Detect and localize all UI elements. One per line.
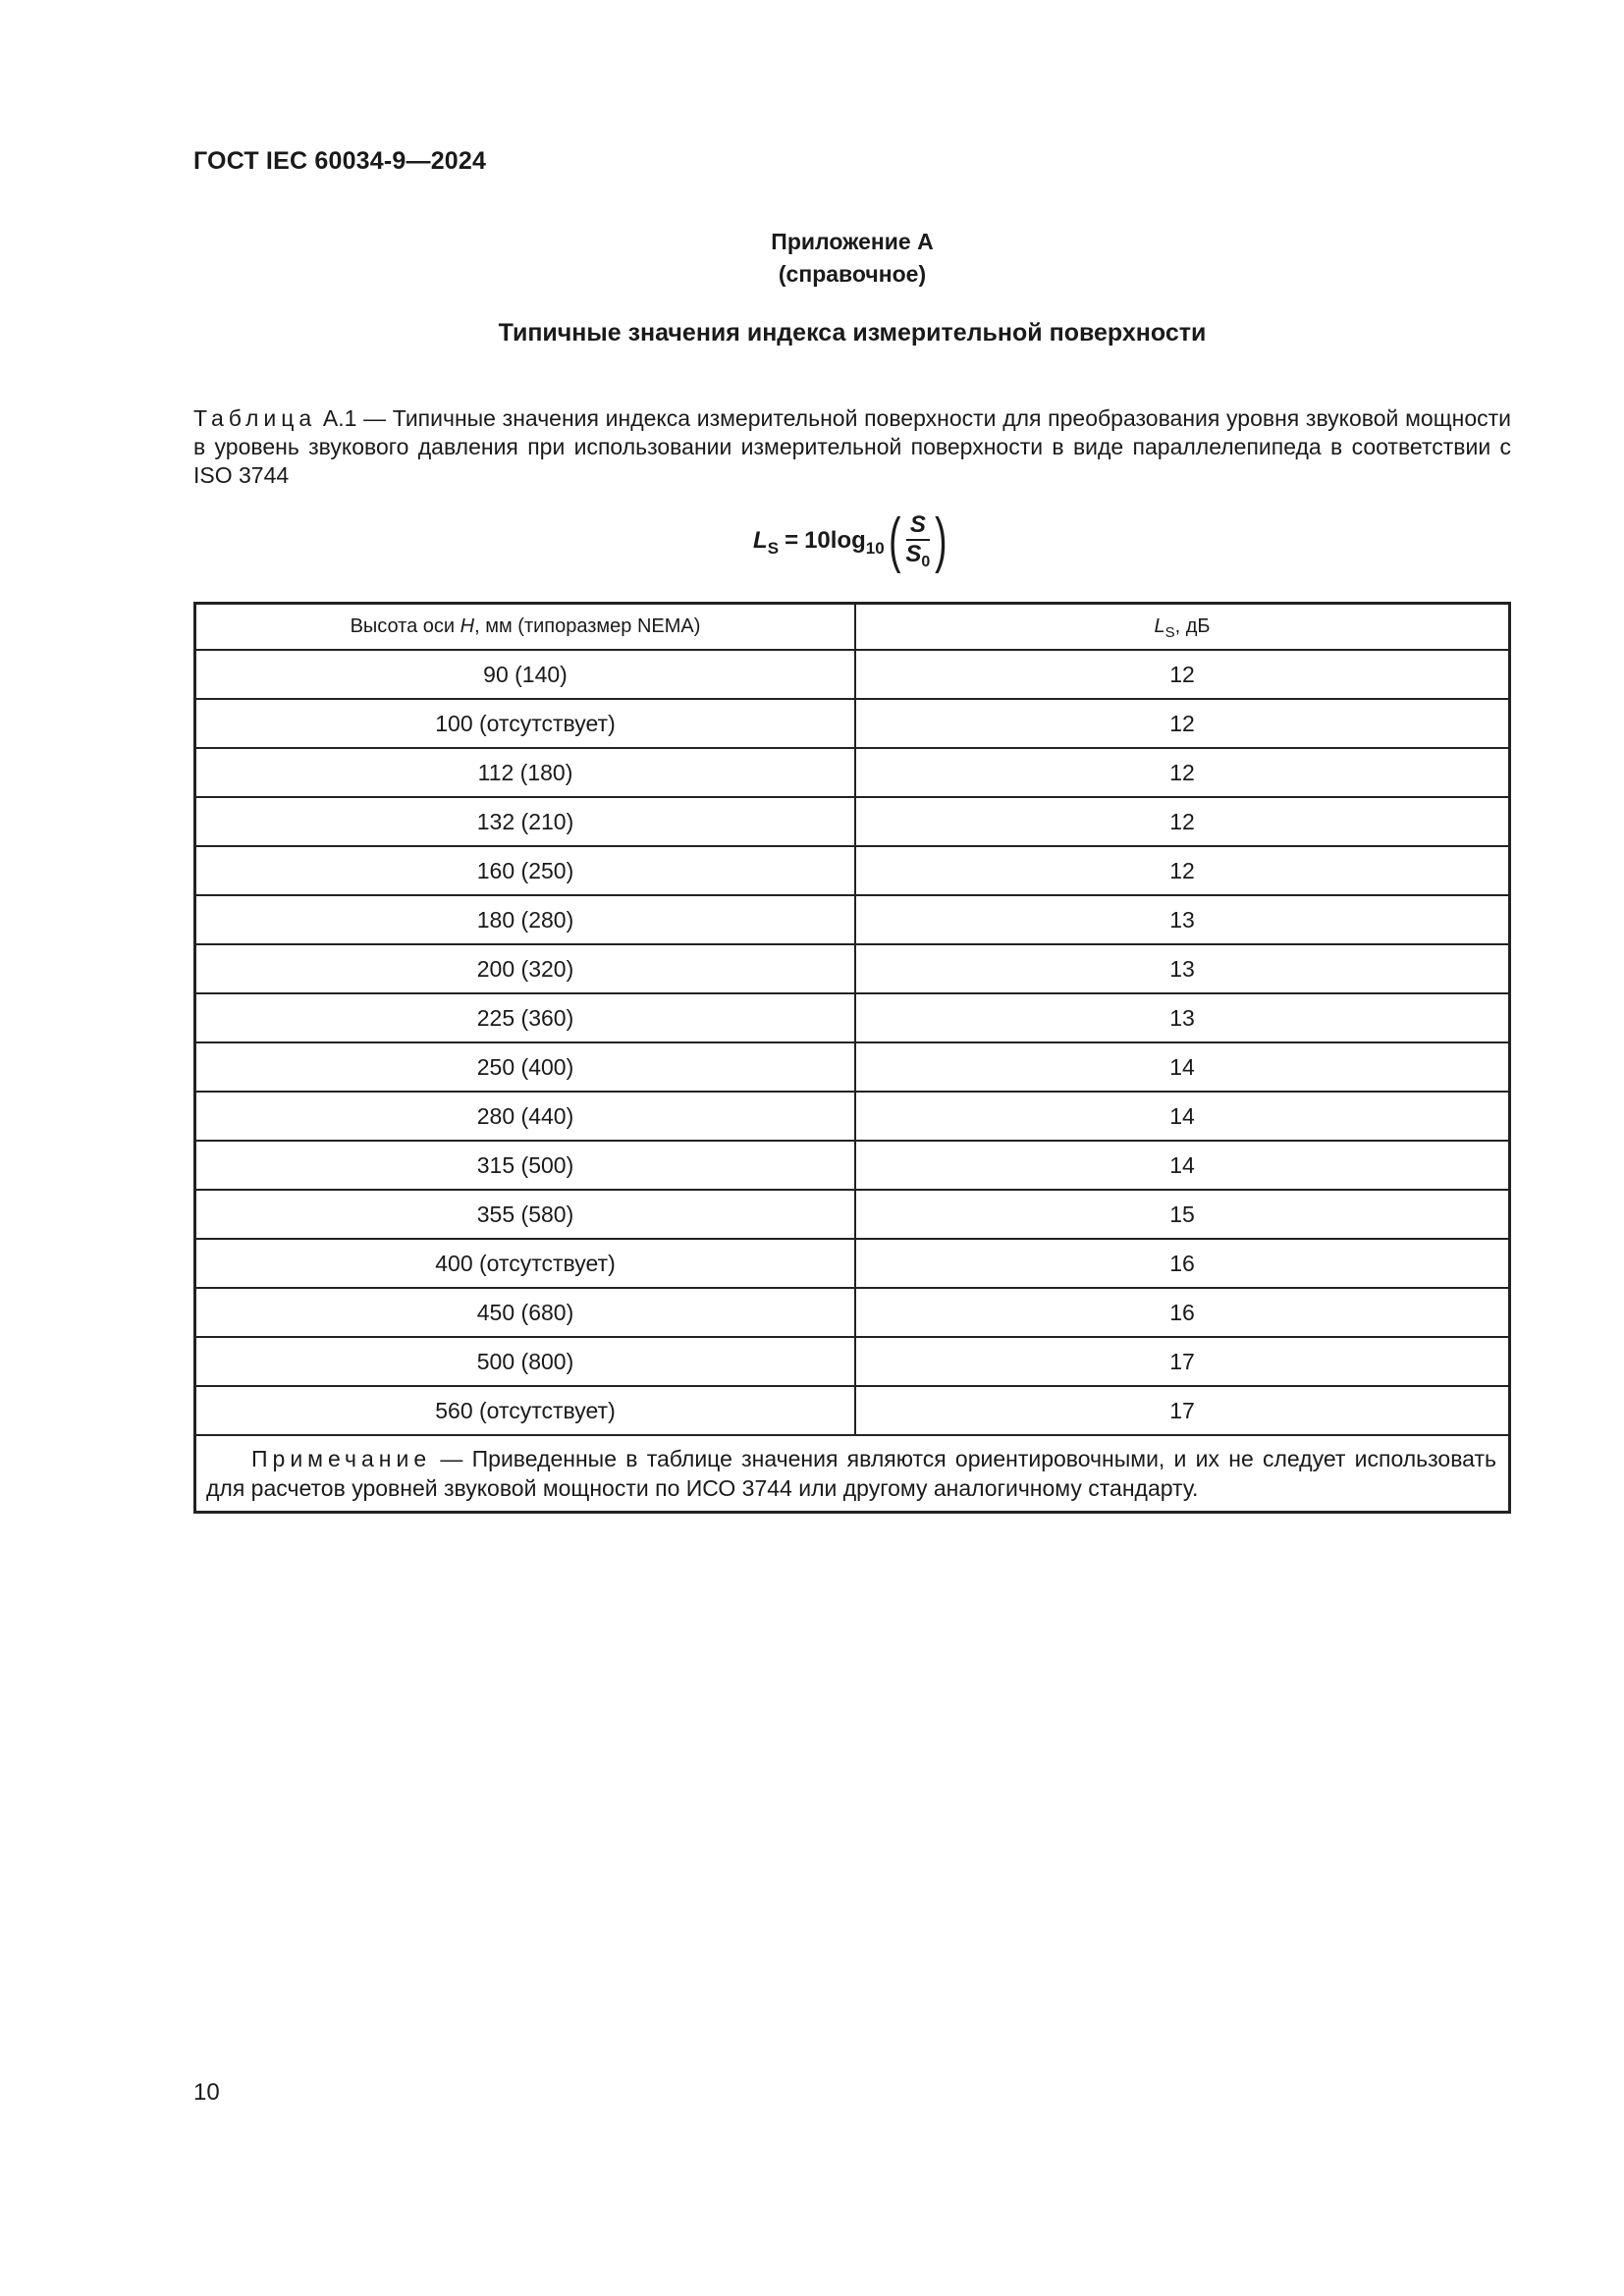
formula-right-paren-icon: ) [935, 507, 947, 574]
table-row [195, 1337, 1510, 1386]
cell-height: 560 (отсутствует) [195, 1386, 856, 1435]
cell-height: 450 (680) [195, 1288, 856, 1337]
table-row [195, 1190, 1510, 1239]
cell-ls: 14 [855, 1042, 1510, 1092]
table-row [195, 797, 1510, 846]
table-row [195, 1386, 1510, 1435]
cell-height: 280 (440) [195, 1092, 856, 1141]
page-number: 10 [193, 2079, 220, 2106]
cell-height: 225 (360) [195, 993, 856, 1042]
cell-ls: 12 [855, 699, 1510, 748]
table-row [195, 846, 1510, 895]
cell-ls: 15 [855, 1190, 1510, 1239]
document-code-header: ГОСТ IEC 60034-9—2024 [193, 147, 487, 175]
cell-height: 180 (280) [195, 895, 856, 944]
formula-base: 10 [865, 539, 885, 558]
formula-left-paren-icon: ( [888, 507, 901, 574]
table-row [195, 1042, 1510, 1092]
formula-coef: 10 [804, 527, 831, 554]
formula-lhs-var: L [753, 527, 768, 554]
table-row [195, 1239, 1510, 1288]
table-row [195, 1092, 1510, 1141]
cell-height: 160 (250) [195, 846, 856, 895]
table-row [195, 650, 1510, 699]
cell-ls: 17 [855, 1337, 1510, 1386]
section-title: Типичные значения индекса измерительной поверхности [498, 319, 1207, 347]
column-header-ls-var: L [1154, 615, 1165, 637]
table-caption [193, 404, 1511, 490]
cell-height: 100 (отсутствует) [195, 699, 856, 748]
formula-equals: = [785, 527, 799, 554]
cell-height: 132 (210) [195, 797, 856, 846]
cell-ls: 14 [855, 1141, 1510, 1190]
annex-title-line1: Приложение А [771, 229, 934, 254]
cell-ls: 16 [855, 1288, 1510, 1337]
table-row [195, 1141, 1510, 1190]
formula-denominator [905, 541, 930, 571]
column-header-shaft-height-var: H [460, 615, 475, 637]
cell-height: 250 (400) [195, 1042, 856, 1092]
cell-ls: 14 [855, 1092, 1510, 1141]
column-header-ls-sub: S [1164, 624, 1175, 641]
table-caption-text: А.1 — Типичные значения индекса измерительной поверхности для преобразования уровня звуковой мощности в уровень звукового давления при использовании измерительной поверхности в виде параллелепипеда в соответствии с ISO 3744 [193, 405, 1511, 488]
cell-height: 400 (отсутствует) [195, 1239, 856, 1288]
formula-den-var: S [905, 540, 922, 567]
cell-height: 112 (180) [195, 748, 856, 797]
note-text: — Приведенные в таблице значения являются ориентировочными, и их не следует использовать для расчетов уровней звуковой мощности по ИСО 3744 или другому аналогичному стандарту. [206, 1446, 1496, 1501]
table-row [195, 944, 1510, 993]
cell-height: 500 (800) [195, 1337, 856, 1386]
table-row [195, 1288, 1510, 1337]
table-note [195, 1435, 1510, 1513]
column-header-ls-suffix: , дБ [1174, 615, 1211, 637]
cell-ls: 12 [855, 748, 1510, 797]
table-row [195, 699, 1510, 748]
cell-ls: 16 [855, 1239, 1510, 1288]
table-caption-label: Таблица [193, 405, 317, 431]
note-label: Примечание [251, 1446, 432, 1471]
table-note-row [195, 1435, 1510, 1513]
cell-ls: 12 [855, 797, 1510, 846]
table-row [195, 748, 1510, 797]
column-header-shaft-height-prefix: Высота оси [350, 615, 460, 637]
cell-ls: 13 [855, 895, 1510, 944]
cell-ls: 17 [855, 1386, 1510, 1435]
column-header-shaft-height-suffix: , мм (типоразмер NEMA) [474, 615, 701, 637]
table-row [195, 993, 1510, 1042]
formula-numerator: S [906, 511, 930, 541]
formula-den-sub: 0 [921, 553, 931, 570]
surface-index-table [193, 602, 1511, 1514]
annex-title-line2: (справочное) [778, 261, 927, 287]
table-header-row [195, 604, 1510, 651]
formula-lhs-sub: S [767, 539, 780, 558]
column-header-shaft-height [195, 604, 856, 651]
formula [0, 504, 1624, 578]
cell-height: 315 (500) [195, 1141, 856, 1190]
cell-height: 90 (140) [195, 650, 856, 699]
annex-title [0, 226, 1624, 291]
cell-ls: 13 [855, 993, 1510, 1042]
cell-ls: 12 [855, 846, 1510, 895]
formula-func: log [830, 527, 866, 554]
cell-ls: 13 [855, 944, 1510, 993]
cell-ls: 12 [855, 650, 1510, 699]
table-row [195, 895, 1510, 944]
cell-height: 200 (320) [195, 944, 856, 993]
formula-fraction [905, 511, 930, 571]
column-header-ls [855, 604, 1510, 651]
cell-height: 355 (580) [195, 1190, 856, 1239]
